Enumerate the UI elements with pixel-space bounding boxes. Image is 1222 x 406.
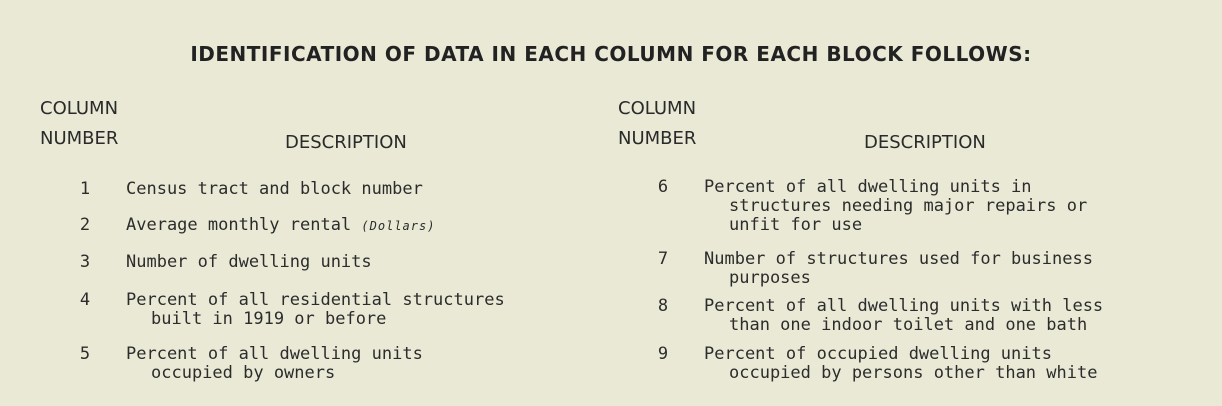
column-header-line2: NUMBER	[40, 128, 119, 149]
unit-label: (Dollars)	[361, 219, 436, 233]
column-number: 1	[79, 179, 91, 199]
column-number-header	[618, 94, 696, 154]
description-line: Percent of occupied dwelling units	[704, 344, 1052, 364]
description-line: Percent of all dwelling units with less	[704, 296, 1104, 316]
description-line: than one indoor toilet and one bath	[729, 315, 1088, 335]
column-header-line1: COLUMN	[618, 98, 697, 119]
column-number: 3	[79, 252, 91, 272]
column-header-line2: NUMBER	[618, 128, 697, 149]
item-description	[126, 216, 435, 236]
column-number: 8	[657, 296, 669, 316]
description-line: Percent of all dwelling units in	[704, 177, 1032, 197]
description-line: occupied by owners	[151, 363, 336, 383]
description-line: Percent of all dwelling units	[126, 344, 423, 364]
column-number: 7	[657, 249, 669, 269]
description-line: built in 1919 or before	[151, 309, 387, 329]
description-line: Percent of all residential structures	[126, 290, 505, 310]
column-number-header	[40, 94, 118, 154]
item-description	[704, 297, 1103, 335]
column-number: 6	[657, 177, 669, 197]
column-number: 9	[657, 344, 669, 364]
item-description	[704, 345, 1097, 383]
item-description	[126, 180, 423, 199]
description-header: DESCRIPTION	[864, 132, 986, 153]
item-description	[126, 253, 372, 272]
description-line: occupied by persons other than white	[729, 363, 1098, 383]
description-header: DESCRIPTION	[285, 132, 407, 153]
description-line: Number of structures used for business	[704, 249, 1093, 269]
description-line: purposes	[729, 268, 811, 288]
item-description	[704, 250, 1093, 288]
description-line: Census tract and block number	[126, 179, 423, 199]
item-description	[126, 345, 423, 383]
description-line: Number of dwelling units	[126, 252, 372, 272]
column-number: 2	[79, 215, 91, 235]
column-header-line1: COLUMN	[40, 98, 119, 119]
page-title: IDENTIFICATION OF DATA IN EACH COLUMN FOR EACH BLOCK FOLLOWS:	[190, 42, 1032, 66]
item-description	[126, 291, 505, 329]
column-number: 5	[79, 344, 91, 364]
column-number: 4	[79, 290, 91, 310]
item-description	[704, 178, 1087, 235]
description-line: Average monthly rental	[126, 215, 352, 235]
description-line: structures needing major repairs or	[729, 196, 1088, 216]
description-line: unfit for use	[729, 215, 863, 235]
